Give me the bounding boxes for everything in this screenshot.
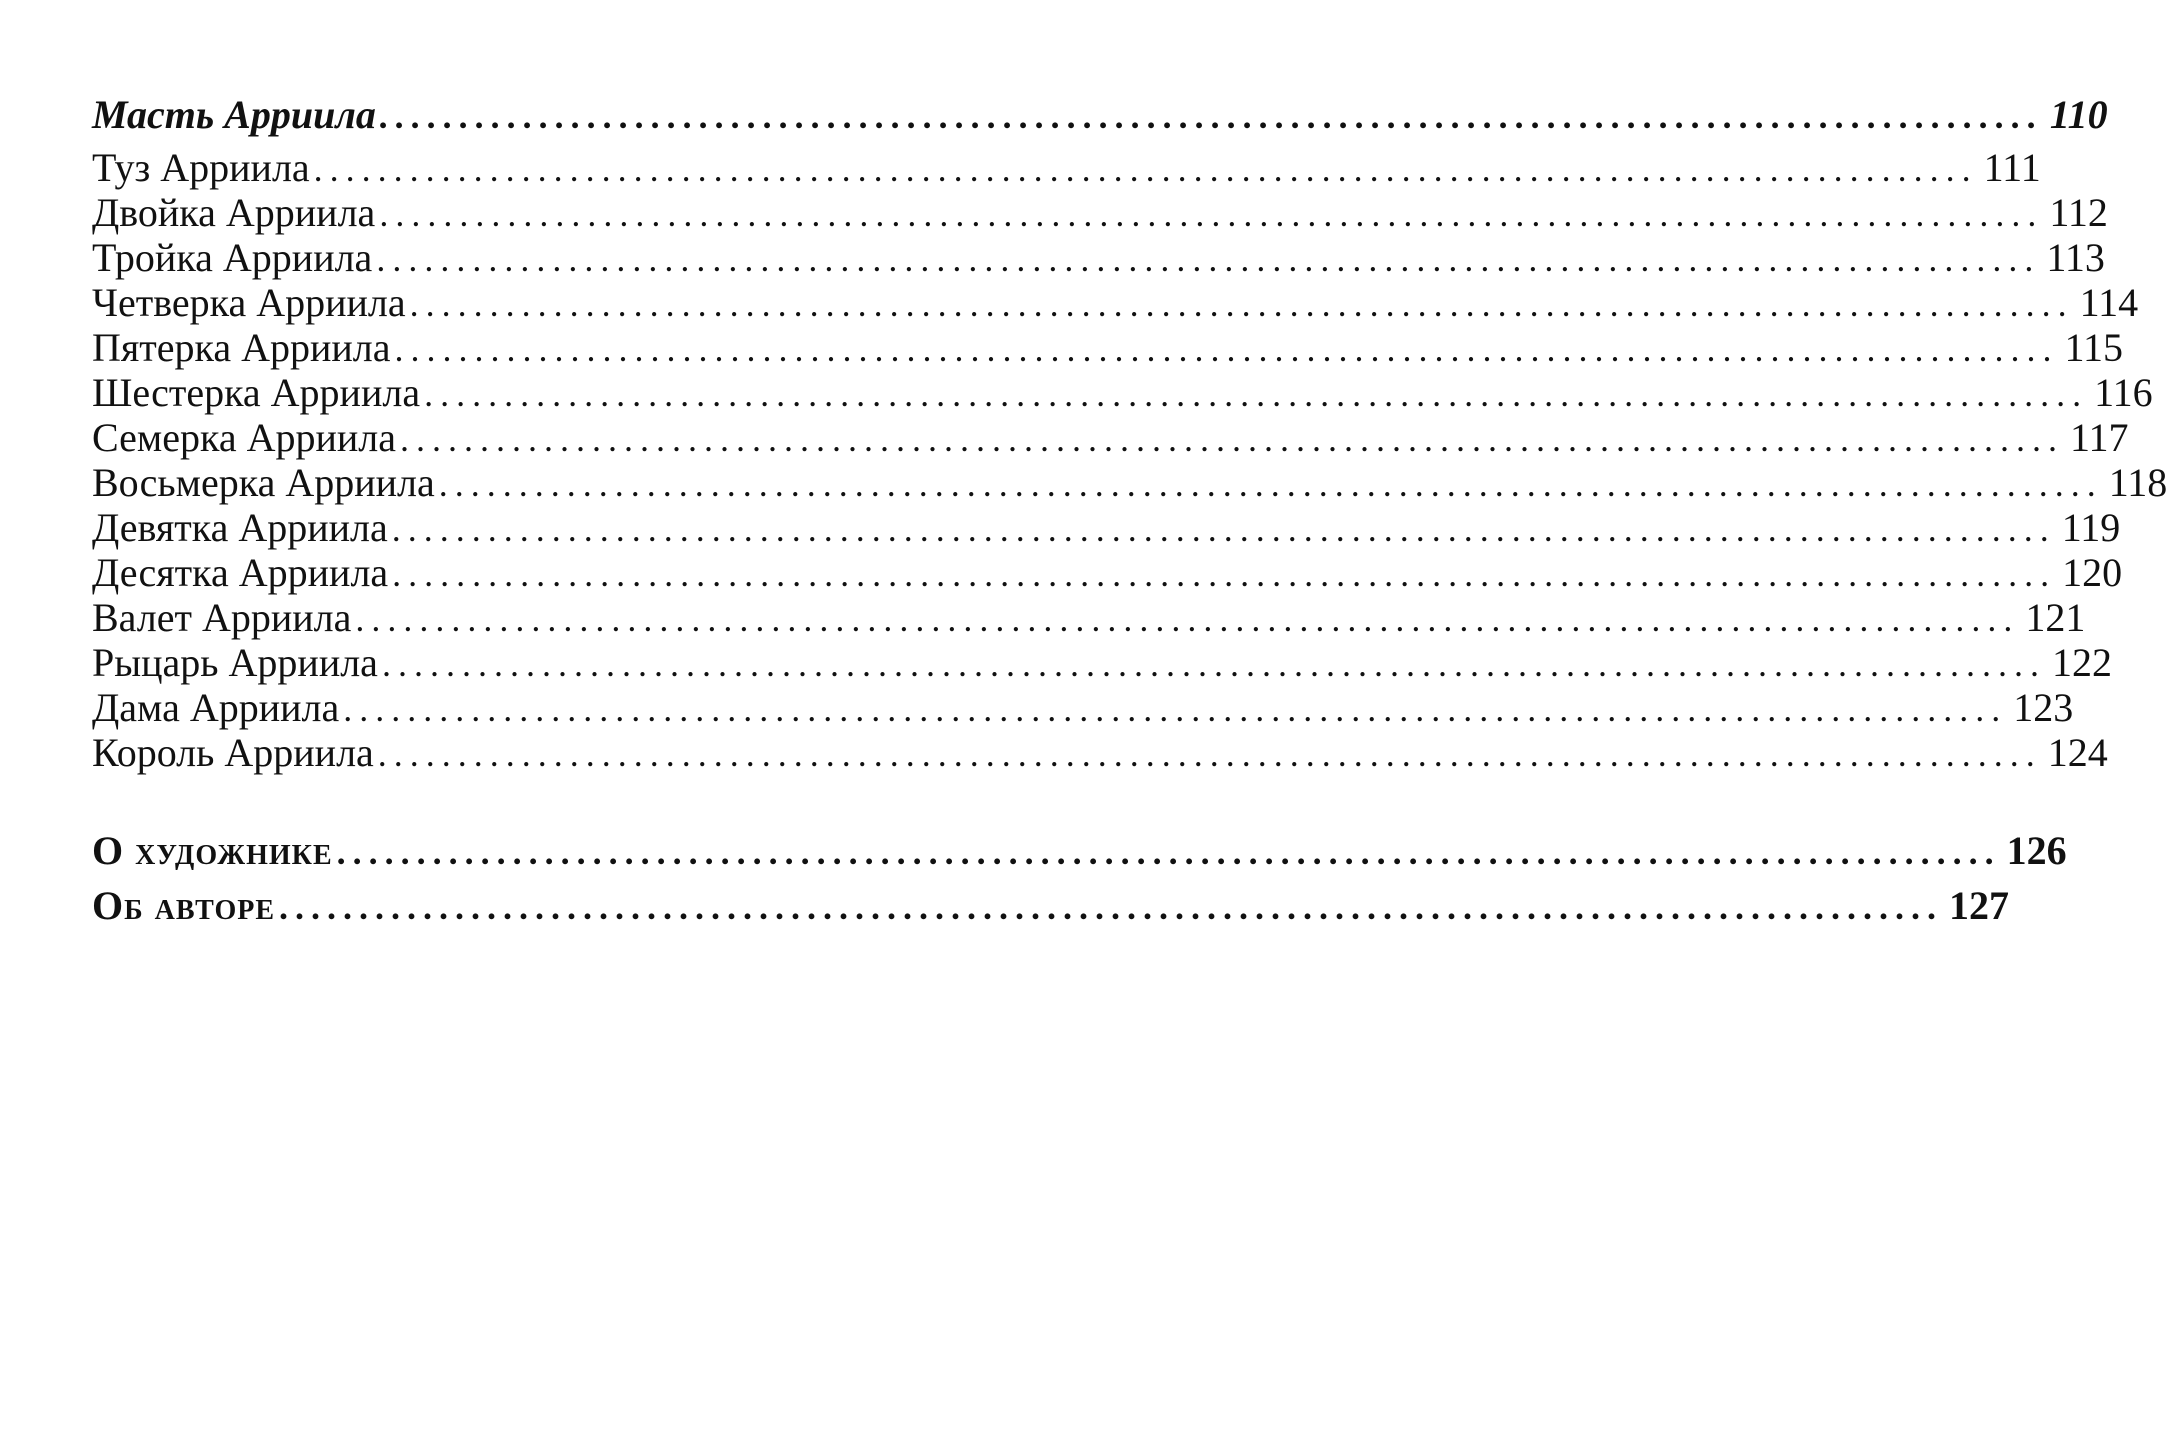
toc-entry: [92, 235, 2105, 280]
toc-entry-title: Валет Арриила: [92, 595, 352, 640]
toc-section-page: 110: [2049, 92, 2108, 137]
toc-entry: [92, 280, 2139, 325]
dot-leader: ........................................................................................................: [376, 239, 2041, 279]
dot-leader: ........................................................................................................: [355, 599, 2020, 639]
toc-appendix: [92, 823, 2067, 933]
toc-entry-title: Десятка Арриила: [92, 550, 389, 595]
toc-entry-page: 119: [2061, 505, 2121, 550]
toc-entry-page: 127: [1949, 883, 2010, 928]
toc-entry: [92, 190, 2108, 235]
toc-entry: [92, 640, 2112, 685]
toc-entry-page: 111: [1983, 145, 2041, 190]
toc-section-heading: [92, 92, 2108, 137]
dot-leader: ........................................................................................................: [379, 96, 2044, 136]
toc-entry-title: Девятка Арриила: [92, 505, 388, 550]
toc-entry-title: Четверка Арриила: [92, 280, 406, 325]
toc-entry-page: 117: [2069, 415, 2129, 460]
toc-entry-title: О художнике: [92, 828, 333, 873]
toc-entry-page: 122: [2051, 640, 2112, 685]
dot-leader: ........................................................................................................: [379, 194, 2044, 234]
toc-entry: [92, 730, 2108, 775]
toc-entry-title: Туз Арриила: [92, 145, 310, 190]
dot-leader: ........................................................................................................: [392, 554, 2057, 594]
toc-entry-page: 118: [2108, 460, 2167, 505]
toc-entry-page: 126: [2006, 828, 2067, 873]
toc-entry-title: Об авторе: [92, 883, 276, 928]
toc-entry: [92, 550, 2123, 595]
toc-entry-title: Дама Арриила: [92, 685, 340, 730]
toc-entry-page: 120: [2062, 550, 2123, 595]
toc-appendix-entry: [92, 823, 2067, 878]
dot-leader: ........................................................................................................: [377, 734, 2042, 774]
toc-entry: [92, 145, 2041, 190]
toc-entry-title: Тройка Арриила: [92, 235, 373, 280]
toc-entry-title: Восьмерка Арриила: [92, 460, 435, 505]
table-of-contents: [92, 92, 2167, 933]
toc-entry-title: Пятерка Арриила: [92, 325, 391, 370]
dot-leader: ........................................................................................................: [409, 284, 2074, 324]
toc-entry-page: 113: [2046, 235, 2105, 280]
toc-entry: [92, 415, 2129, 460]
toc-entry-page: 115: [2064, 325, 2124, 370]
toc-appendix-entry: [92, 878, 2010, 933]
toc-entry: [92, 685, 2074, 730]
toc-entry-page: 124: [2047, 730, 2108, 775]
toc-entry-page: 112: [2049, 190, 2108, 235]
toc-entry-page: 116: [2094, 370, 2153, 415]
toc-entry: [92, 325, 2124, 370]
toc-entry-title: Шестерка Арриила: [92, 370, 421, 415]
toc-entry-title: Рыцарь Арриила: [92, 640, 378, 685]
dot-leader: ........................................................................................................: [438, 464, 2103, 504]
toc-entry-title: Король Арриила: [92, 730, 374, 775]
toc-entry-page: 123: [2013, 685, 2074, 730]
toc-section-title: Масть Арриила: [92, 92, 376, 137]
dot-leader: ........................................................................................................: [424, 374, 2089, 414]
dot-leader: ........................................................................................................: [336, 832, 2001, 872]
toc-entry: [92, 505, 2121, 550]
toc-entry-title: Семерка Арриила: [92, 415, 396, 460]
dot-leader: ........................................................................................................: [399, 419, 2064, 459]
toc-entry: [92, 460, 2167, 505]
dot-leader: ........................................................................................................: [343, 689, 2008, 729]
dot-leader: ........................................................................................................: [391, 509, 2056, 549]
toc-entry-title: Двойка Арриила: [92, 190, 376, 235]
toc-entry-page: 121: [2025, 595, 2086, 640]
toc-entry: [92, 370, 2153, 415]
dot-leader: ........................................................................................................: [313, 149, 1978, 189]
toc-item-list: [92, 145, 2167, 775]
toc-entry-page: 114: [2079, 280, 2139, 325]
toc-entry: [92, 595, 2086, 640]
dot-leader: ........................................................................................................: [279, 887, 1944, 927]
dot-leader: ........................................................................................................: [381, 644, 2046, 684]
dot-leader: ........................................................................................................: [394, 329, 2059, 369]
